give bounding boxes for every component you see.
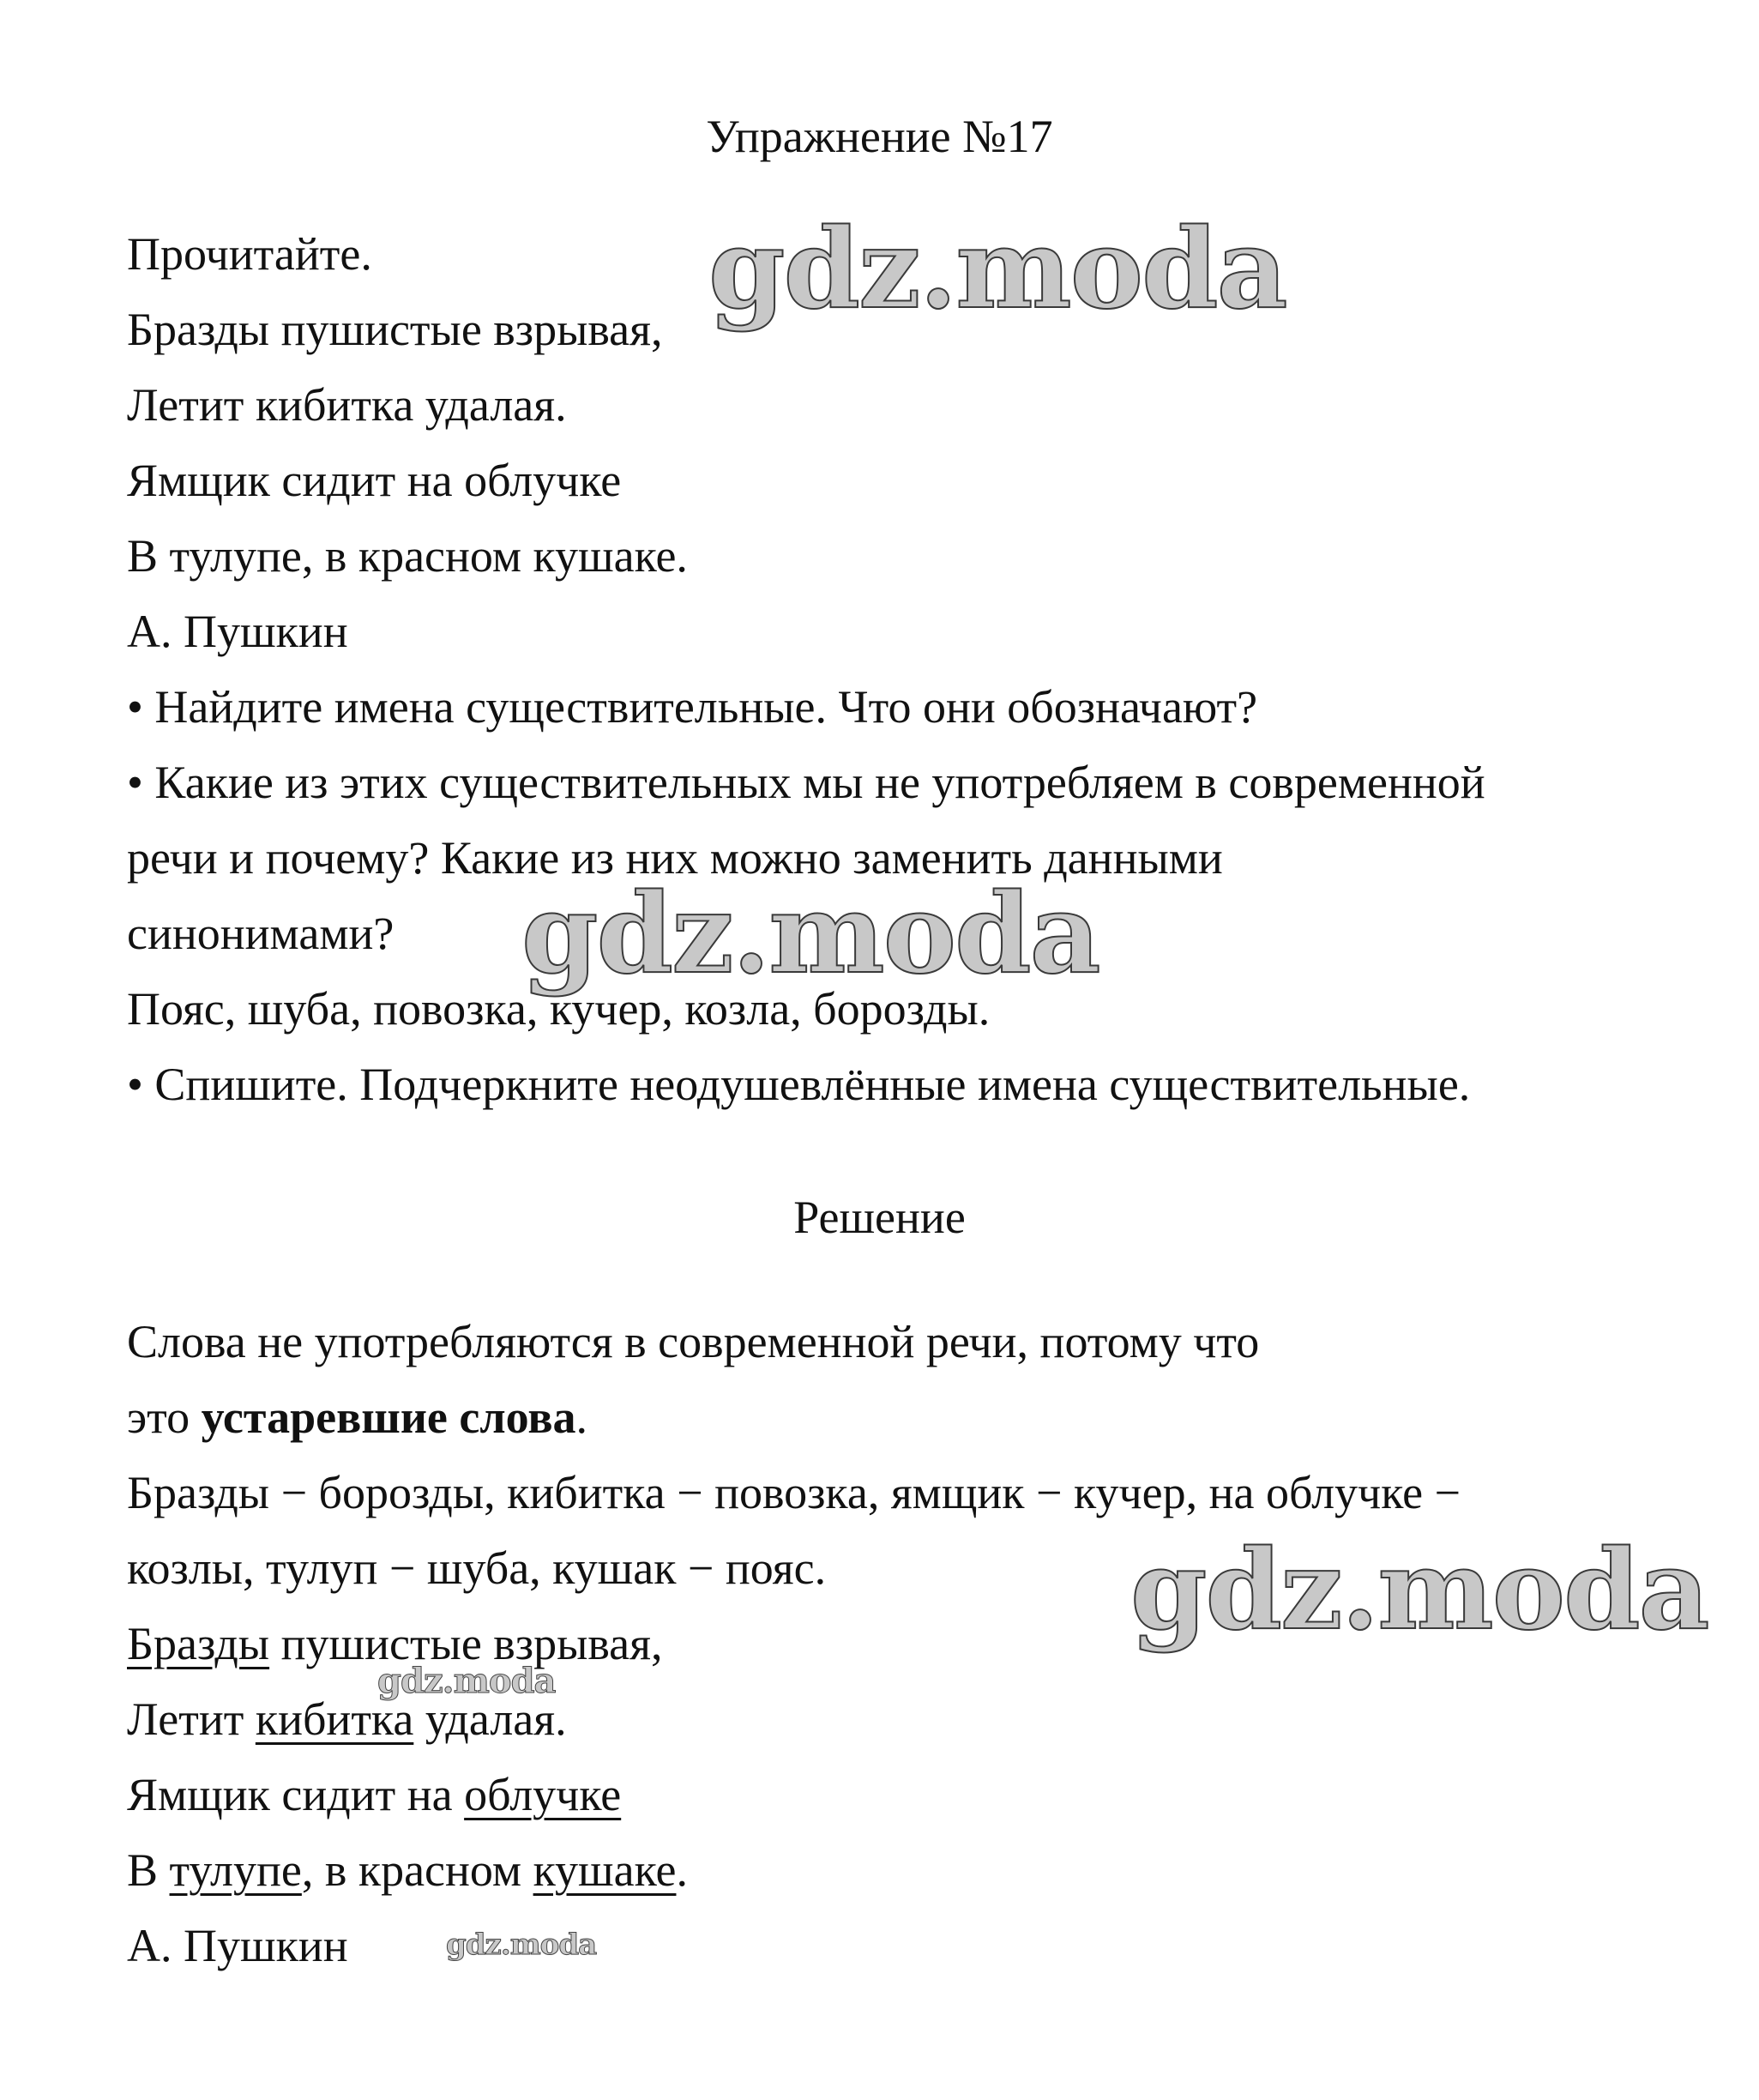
solution-block [127, 1304, 1654, 1983]
underlined-noun: облучке [464, 1769, 622, 1820]
text-span: Летит [127, 1693, 256, 1745]
solution-line: Слова не употребляются в современной речи, потому что [127, 1316, 1260, 1367]
text-span: удалая. [413, 1693, 567, 1745]
task-line: • Какие из этих существительных мы не употребляем в современной [127, 757, 1485, 808]
task-line: Бразды пушистые взрывая, [127, 304, 663, 355]
text-span: , в красном [301, 1844, 533, 1896]
solution-line: козлы, тулуп − шуба, кушак − пояс. [127, 1542, 827, 1594]
solution-line: Бразды − борозды, кибитка − повозка, ямщик − кучер, на облучке − [127, 1467, 1461, 1518]
poem-line [127, 1757, 1654, 1832]
task-block [127, 205, 1654, 1122]
poem-line [127, 1606, 1654, 1681]
text-span: пушистые взрывая, [269, 1618, 663, 1669]
text-span: . [575, 1391, 587, 1443]
poem-author: А. Пушкин [127, 1920, 348, 1971]
underlined-noun: кушаке [533, 1844, 677, 1896]
poem-line [127, 1832, 1654, 1908]
task-line: Ямщик сидит на облучке [127, 455, 622, 506]
poem-line [127, 1681, 1654, 1757]
text-span: Ямщик сидит на [127, 1769, 465, 1820]
watermark: gdz.moda [708, 205, 1286, 334]
text-span: . [676, 1844, 688, 1896]
task-line: В тулупе, в красном кушаке. [127, 530, 688, 582]
task-line: Прочитайте. [127, 228, 372, 280]
watermark: gdz.moda [521, 870, 1099, 999]
task-line: Летит кибитка удалая. [127, 379, 567, 431]
task-line: • Найдите имена существительные. Что они обозначают? [127, 681, 1258, 733]
underlined-noun: тулупе [169, 1844, 302, 1896]
task-line: • Спишите. Подчеркните неодушевлённые имена существительные. [127, 1059, 1471, 1110]
solution-heading: Решение [793, 1192, 966, 1243]
watermark: gdz.moda [1130, 1526, 1708, 1655]
exercise-title: Упражнение №17 [706, 111, 1053, 162]
text-span: это [127, 1391, 202, 1443]
task-line: синонимами? [127, 908, 395, 959]
task-line: Пояс, шуба, повозка, кучер, козла, борозды. [127, 983, 991, 1035]
task-line: речи и почему? Какие из них можно заменить данными [127, 832, 1223, 884]
bold-term: устаревшие слова [201, 1391, 576, 1443]
text-span: В [127, 1844, 170, 1896]
underlined-noun: Бразды [127, 1618, 270, 1669]
watermark: gdz.moda [446, 1928, 597, 1962]
solution-line [127, 1379, 1654, 1455]
watermark: gdz.moda [377, 1661, 556, 1701]
task-line: А. Пушкин [127, 606, 348, 657]
underlined-noun: кибитка [255, 1693, 414, 1745]
